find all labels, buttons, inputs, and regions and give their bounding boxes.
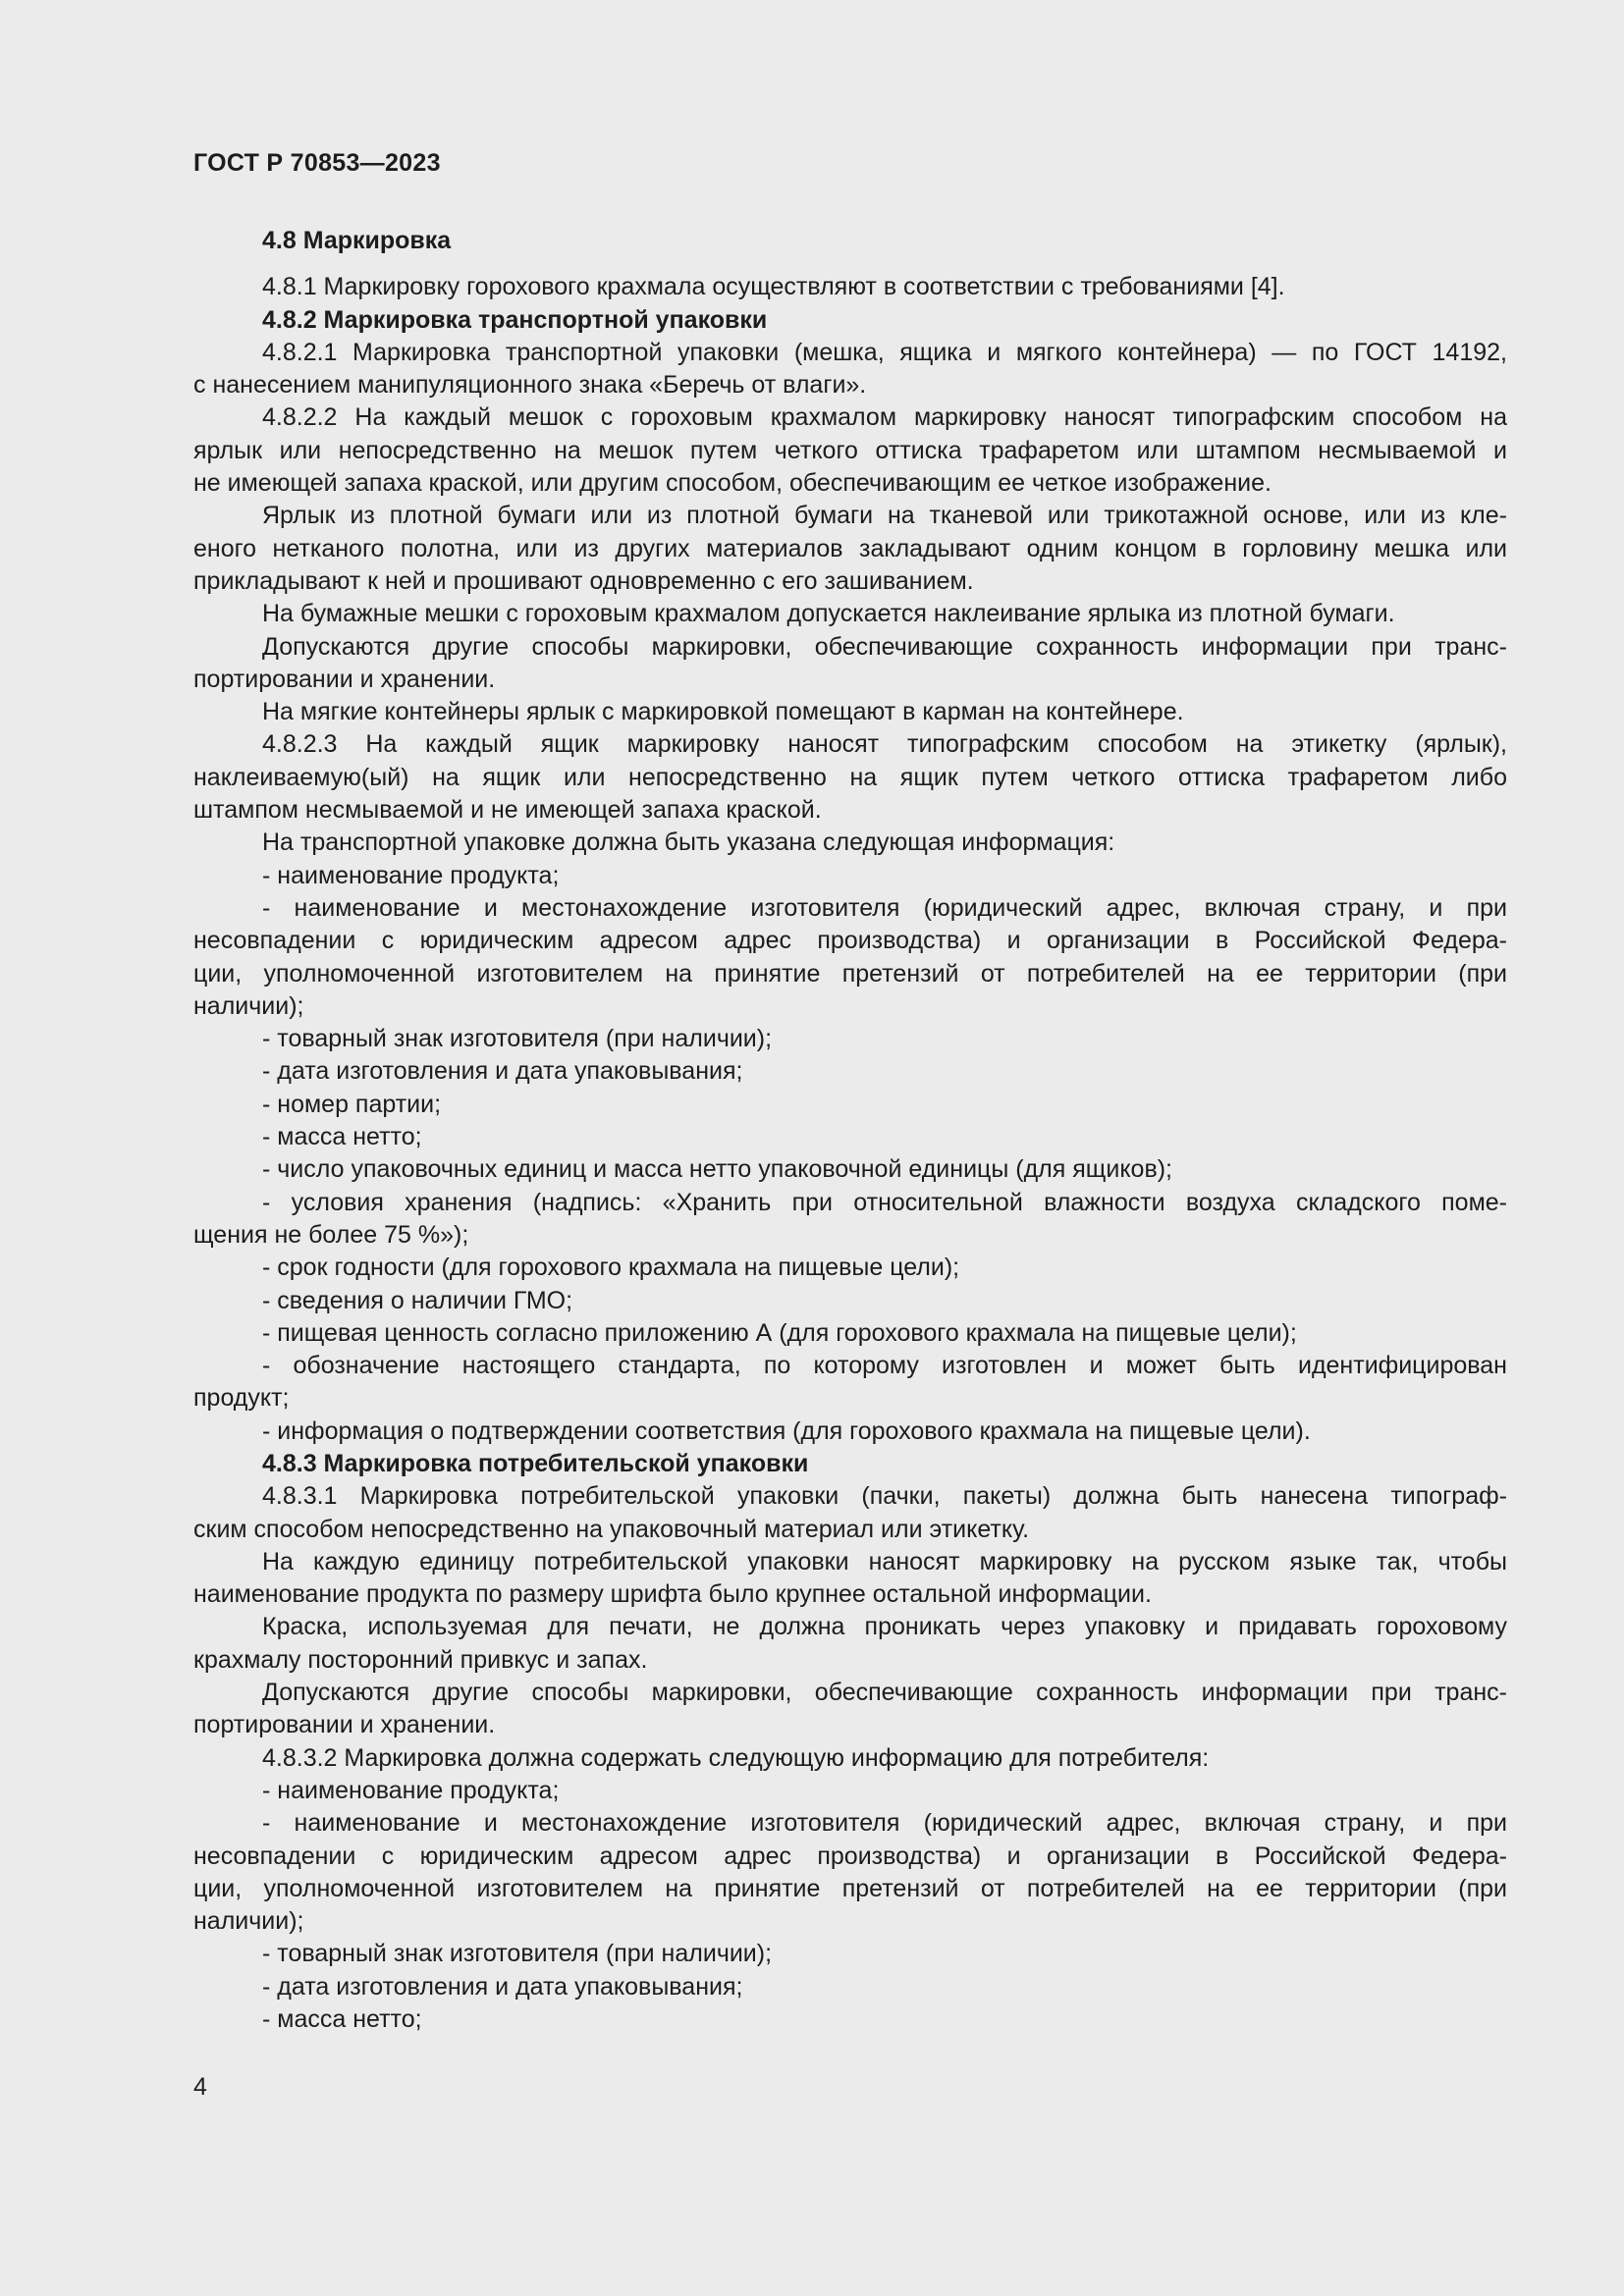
text-line: наличии); bbox=[193, 991, 304, 1020]
text-line: продукт; bbox=[193, 1384, 290, 1413]
list-item: - обозначение настоящего стандарта, по которому изготовлен и может быть идентифицирован bbox=[262, 1352, 1507, 1380]
text-line: не имеющей запаха краской, или другим способом, обеспечивающим ее четкое изображение. bbox=[193, 469, 1272, 498]
text-line: Допускаются другие способы маркировки, обеспечивающие сохранность информации при транс- bbox=[262, 632, 1507, 661]
text-line: ции, уполномоченной изготовителем на принятие претензий от потребителей на ее территории (при bbox=[193, 1874, 1507, 1902]
text-line: Краска, используемая для печати, не должна проникать через упаковку и придавать гороховому bbox=[262, 1613, 1507, 1641]
list-item: - масса нетто; bbox=[262, 1123, 422, 1151]
text-line: щения не более 75 %»); bbox=[193, 1220, 469, 1249]
list-item: - пищевая ценность согласно приложению А (для горохового крахмала на пищевые цели); bbox=[262, 1318, 1297, 1347]
text-line: 4.8.2.3 На каждый ящик маркировку наносят типографским способом на этикетку (ярлык), bbox=[262, 730, 1507, 759]
list-item: - сведения о наличии ГМО; bbox=[262, 1286, 573, 1314]
list-item: - условия хранения (надпись: «Хранить при относительной влажности воздуха складского поме- bbox=[262, 1188, 1507, 1216]
text-line: На мягкие контейнеры ярлык с маркировкой помещают в карман на контейнере. bbox=[262, 698, 1184, 726]
list-item: - информация о подтверждении соответствия (для горохового крахмала на пищевые цели). bbox=[262, 1416, 1311, 1445]
text-line: Допускаются другие способы маркировки, обеспечивающие сохранность информации при транс- bbox=[262, 1679, 1507, 1707]
document-header: ГОСТ Р 70853—2023 bbox=[193, 149, 441, 177]
list-item: - товарный знак изготовителя (при наличии); bbox=[262, 1940, 773, 1968]
text-line: портировании и хранении. bbox=[193, 1711, 496, 1739]
text-line: На транспортной упаковке должна быть указана следующая информация: bbox=[262, 828, 1115, 857]
text-line: крахмалу посторонний привкус и запах. bbox=[193, 1645, 648, 1674]
text-line: ским способом непосредственно на упаковочный материал или этикетку. bbox=[193, 1515, 1030, 1543]
document-body bbox=[193, 225, 1507, 2036]
list-item: - срок годности (для горохового крахмала на пищевые цели); bbox=[262, 1254, 960, 1282]
text-line: наклеиваемую(ый) на ящик или непосредственно на ящик путем четкого оттиска трафаретом либо bbox=[193, 763, 1507, 791]
text-line: 4.8.3.2 Маркировка должна содержать следующую информацию для потребителя: bbox=[262, 1743, 1210, 1772]
subsection-heading: 4.8.2 Маркировка транспортной упаковки bbox=[262, 305, 768, 334]
text-line: На бумажные мешки с гороховым крахмалом допускается наклеивание ярлыка из плотной бумаги. bbox=[262, 600, 1395, 628]
subsection-heading: 4.8.3 Маркировка потребительской упаковки bbox=[262, 1449, 809, 1477]
page-number: 4 bbox=[193, 2073, 207, 2101]
text-line: еного нетканого полотна, или из других материалов закладывают одним концом в горловину мешка или bbox=[193, 534, 1507, 562]
text-line: наименование продукта по размеру шрифта было крупнее остальной информации. bbox=[193, 1580, 1152, 1609]
text-line: несовпадении с юридическим адресом адрес производства) и организации в Российской Федера- bbox=[193, 1842, 1507, 1870]
list-item: - товарный знак изготовителя (при наличии); bbox=[262, 1025, 773, 1053]
list-item: - наименование продукта; bbox=[262, 861, 560, 889]
text-line: с нанесением манипуляционного знака «Беречь от влаги». bbox=[193, 371, 867, 400]
list-item: - дата изготовления и дата упаковывания; bbox=[262, 1057, 743, 1086]
text-line: 4.8.2.1 Маркировка транспортной упаковки (мешка, ящика и мягкого контейнера) — по ГОСТ 14192, bbox=[262, 338, 1507, 366]
list-item: - масса нетто; bbox=[262, 2005, 422, 2034]
text-line: 4.8.3.1 Маркировка потребительской упаковки (пачки, пакеты) должна быть нанесена типограф- bbox=[262, 1482, 1507, 1511]
text-line: 4.8.2.2 На каждый мешок с гороховым крахмалом маркировку наносят типографским способом на bbox=[262, 403, 1507, 432]
list-item: - число упаковочных единиц и масса нетто упаковочной единицы (для ящиков); bbox=[262, 1155, 1172, 1184]
text-line: Ярлык из плотной бумаги или из плотной бумаги на тканевой или трикотажной основе, или из кле- bbox=[262, 502, 1507, 530]
text-line: прикладывают к ней и прошивают одновременно с его зашиванием. bbox=[193, 566, 974, 595]
text-line: портировании и хранении. bbox=[193, 665, 496, 693]
text-line: наличии); bbox=[193, 1907, 304, 1936]
list-item: - наименование продукта; bbox=[262, 1776, 560, 1804]
list-item: - дата изготовления и дата упаковывания; bbox=[262, 1972, 743, 2001]
text-line: штампом несмываемой и не имеющей запаха краской. bbox=[193, 796, 822, 825]
text-line: ярлык или непосредственно на мешок путем четкого оттиска трафаретом или штампом несмываемой и bbox=[193, 436, 1507, 464]
text-line: 4.8.1 Маркировку горохового крахмала осуществляют в соответствии с требованиями [4]. bbox=[262, 273, 1285, 301]
text-line: ции, уполномоченной изготовителем на принятие претензий от потребителей на ее территории (при bbox=[193, 959, 1507, 988]
list-item: - наименование и местонахождение изготовителя (юридический адрес, включая страну, и при bbox=[262, 893, 1507, 922]
text-line: На каждую единицу потребительской упаковки наносят маркировку на русском языке так, чтобы bbox=[262, 1547, 1507, 1575]
list-item: - номер партии; bbox=[262, 1090, 442, 1118]
section-heading: 4.8 Маркировка bbox=[262, 227, 452, 254]
list-item: - наименование и местонахождение изготовителя (юридический адрес, включая страну, и при bbox=[262, 1809, 1507, 1838]
text-line: несовпадении с юридическим адресом адрес производства) и организации в Российской Федера- bbox=[193, 927, 1507, 955]
